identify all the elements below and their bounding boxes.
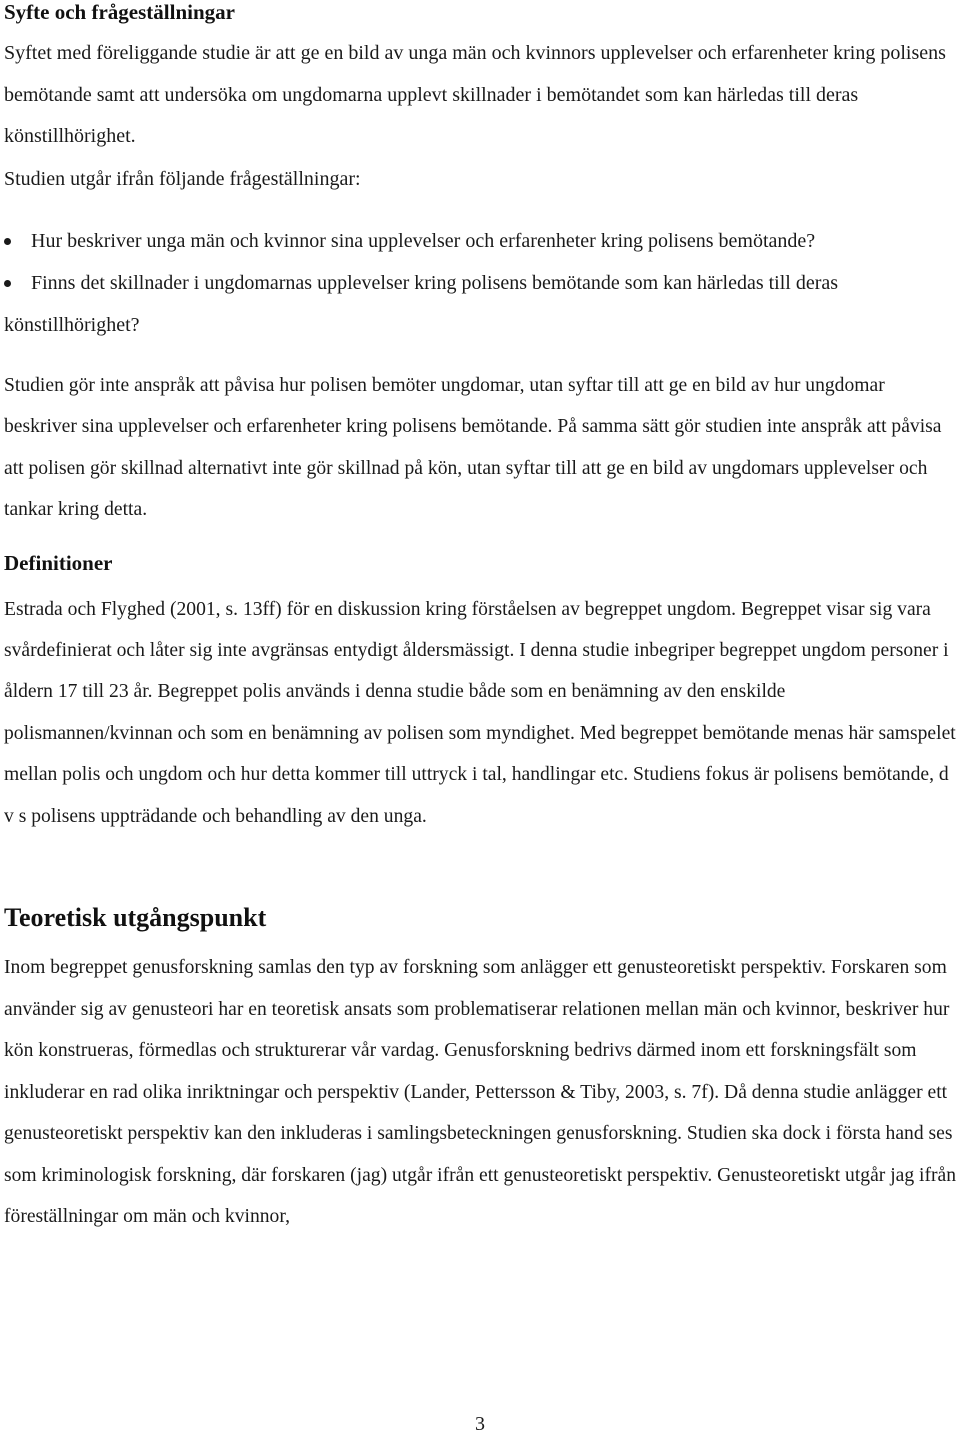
question-list xyxy=(4,221,958,346)
list-item-text: Finns det skillnader i ungdomarnas upplevelser kring polisens bemötande som kan härledas till deras könstillhörighet? xyxy=(4,272,839,336)
paragraph-definitioner: Estrada och Flyghed (2001, s. 13ff) för en diskussion kring förståelsen av begreppet ungdom. Begreppet visar sig vara svårdefinierat och låter sig inte avgränsas entydigt åldersmässigt. I denna studie inbegriper begreppet ungdom personer i åldern 17 till 23 år. Begreppet polis används i denna studie både som en benämning av den enskilde polismannen/kvinnan och som en benämning av polisen som myndighet. Med begreppet bemötande menas här samspelet mellan polis och ungdom och hur detta kommer till uttryck i tal, handlingar etc. Studiens fokus är polisens bemötande, d v s polisens uppträdande och behandling av den unga. xyxy=(4,598,956,827)
list-item-text: Hur beskriver unga män och kvinnor sina upplevelser och erfarenheter kring polisens bemötande? xyxy=(31,230,816,253)
page-number: 3 xyxy=(475,1413,485,1435)
section-heading-teoretisk: Teoretisk utgångspunkt xyxy=(4,903,267,933)
document-page xyxy=(4,0,958,1238)
section-heading-syfte: Syfte och frågeställningar xyxy=(4,0,235,24)
bullet-icon xyxy=(4,238,11,245)
paragraph-teoretisk: Inom begreppet genusforskning samlas den typ av forskning som anlägger ett genusteoretiskt perspektiv. Forskaren som använder sig av genusteori har en teoretisk ansats som problematiserar relationen mellan män och kvinnor, beskriver hur kön konstrueras, förmedlas och strukturerar vår vardag. Genusforskning bedrivs därmed inom ett forskningsfält som inkluderar en rad olika inriktningar och perspektiv (Lander, Pettersson & Tiby, 2003, s. 7f). Då denna studie anlägger ett genusteoretiskt perspektiv kan den inkluderas i samlingsbeteckningen genusforskning. Studien ska dock i första hand ses som kriminologisk forskning, där forskaren (jag) utgår ifrån ett genusteoretiskt perspektiv. Genusteoretiskt utgår jag ifrån föreställningar om män och kvinnor, xyxy=(4,957,957,1228)
list-item xyxy=(4,263,958,346)
section-heading-definitioner: Definitioner xyxy=(4,550,113,575)
paragraph-syfte: Syftet med föreliggande studie är att ge en bild av unga män och kvinnors upplevelser och erfarenheter kring polisens bemötande samt att undersöka om ungdomarna upplevt skillnader i bemötandet som kan härledas till deras könstillhörighet. xyxy=(4,42,946,148)
bullet-icon xyxy=(4,280,11,287)
paragraph-intro: Studien utgår ifrån följande frågeställningar: xyxy=(4,168,361,191)
paragraph-scope: Studien gör inte anspråk att påvisa hur polisen bemöter ungdomar, utan syftar till att ge en bild av hur ungdomar beskriver sina upplevelser och erfarenheter kring polisens bemötande. På samma sätt gör studien inte anspråk att påvisa att polisen gör skillnad alternativt inte gör skillnad på kön, utan syftar till att ge en bild av ungdomars upplevelser och tankar kring detta. xyxy=(4,375,942,521)
list-item xyxy=(4,221,958,262)
